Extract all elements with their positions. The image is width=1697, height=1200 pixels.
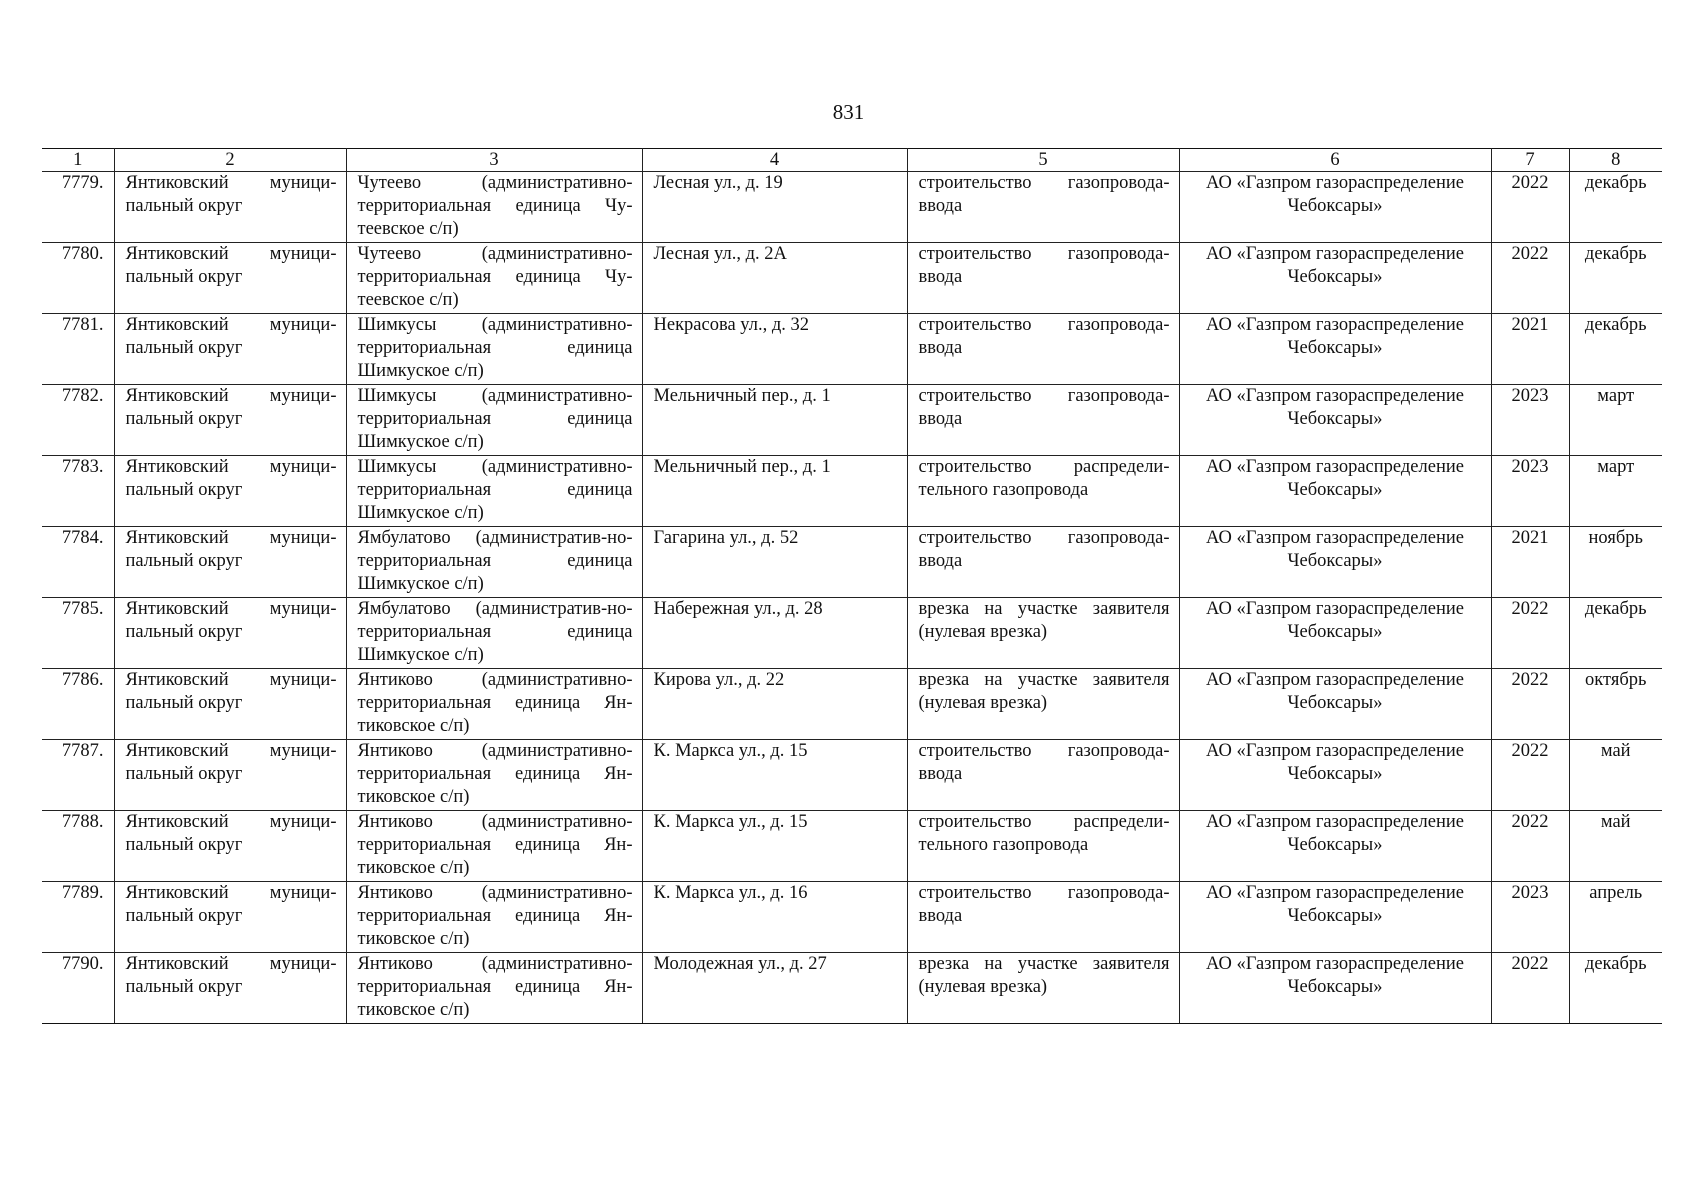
gas-connections-table xyxy=(42,148,1662,1024)
column-header-7: 7 xyxy=(1491,149,1569,172)
organization-cell: АО «Газпром газораспределение Чебоксары» xyxy=(1179,243,1491,314)
row-number-cell: 7790. xyxy=(42,953,114,1024)
organization-cell: АО «Газпром газораспределение Чебоксары» xyxy=(1179,527,1491,598)
table-row xyxy=(42,456,1662,527)
locality-cell: Шимкусы (административно-территориальная единица Шимкуское с/п) xyxy=(346,314,642,385)
work-type-cell: врезка на участке заявителя (нулевая врезка) xyxy=(907,669,1179,740)
column-header-8: 8 xyxy=(1569,149,1662,172)
work-type-cell: врезка на участке заявителя (нулевая врезка) xyxy=(907,953,1179,1024)
work-type-cell: строительство газопровода-ввода xyxy=(907,243,1179,314)
table-row xyxy=(42,882,1662,953)
address-cell: К. Маркса ул., д. 16 xyxy=(642,882,907,953)
year-cell: 2022 xyxy=(1491,243,1569,314)
district-cell: Янтиковский муници-пальный округ xyxy=(114,456,346,527)
year-cell: 2022 xyxy=(1491,953,1569,1024)
district-cell: Янтиковский муници-пальный округ xyxy=(114,598,346,669)
table-row xyxy=(42,385,1662,456)
locality-cell: Янтиково (административно-территориальная единица Ян-тиковское с/п) xyxy=(346,953,642,1024)
district-cell: Янтиковский муници-пальный округ xyxy=(114,740,346,811)
locality-cell: Шимкусы (административно-территориальная единица Шимкуское с/п) xyxy=(346,385,642,456)
row-number-cell: 7787. xyxy=(42,740,114,811)
month-cell: май xyxy=(1569,811,1662,882)
work-type-cell: строительство газопровода-ввода xyxy=(907,527,1179,598)
organization-cell: АО «Газпром газораспределение Чебоксары» xyxy=(1179,953,1491,1024)
year-cell: 2022 xyxy=(1491,172,1569,243)
year-cell: 2021 xyxy=(1491,314,1569,385)
table-row xyxy=(42,527,1662,598)
work-type-cell: строительство газопровода-ввода xyxy=(907,314,1179,385)
locality-cell: Чутеево (административно-территориальная единица Чу-теевское с/п) xyxy=(346,243,642,314)
row-number-cell: 7786. xyxy=(42,669,114,740)
table-row xyxy=(42,669,1662,740)
table-header xyxy=(42,149,1662,172)
month-cell: декабрь xyxy=(1569,314,1662,385)
organization-cell: АО «Газпром газораспределение Чебоксары» xyxy=(1179,456,1491,527)
table-row xyxy=(42,598,1662,669)
district-cell: Янтиковский муници-пальный округ xyxy=(114,882,346,953)
locality-cell: Чутеево (административно-территориальная единица Чу-теевское с/п) xyxy=(346,172,642,243)
table-row xyxy=(42,172,1662,243)
month-cell: декабрь xyxy=(1569,598,1662,669)
month-cell: май xyxy=(1569,740,1662,811)
locality-cell: Янтиково (административно-территориальная единица Ян-тиковское с/п) xyxy=(346,669,642,740)
organization-cell: АО «Газпром газораспределение Чебоксары» xyxy=(1179,385,1491,456)
organization-cell: АО «Газпром газораспределение Чебоксары» xyxy=(1179,172,1491,243)
locality-cell: Янтиково (административно-территориальная единица Ян-тиковское с/п) xyxy=(346,882,642,953)
table-row xyxy=(42,243,1662,314)
row-number-cell: 7785. xyxy=(42,598,114,669)
address-cell: Некрасова ул., д. 32 xyxy=(642,314,907,385)
locality-cell: Янтиково (административно-территориальная единица Ян-тиковское с/п) xyxy=(346,740,642,811)
year-cell: 2022 xyxy=(1491,669,1569,740)
table-row xyxy=(42,314,1662,385)
year-cell: 2023 xyxy=(1491,385,1569,456)
row-number-cell: 7782. xyxy=(42,385,114,456)
month-cell: декабрь xyxy=(1569,953,1662,1024)
organization-cell: АО «Газпром газораспределение Чебоксары» xyxy=(1179,314,1491,385)
organization-cell: АО «Газпром газораспределение Чебоксары» xyxy=(1179,811,1491,882)
page-number: 831 xyxy=(832,100,865,124)
address-cell: Мельничный пер., д. 1 xyxy=(642,385,907,456)
row-number-cell: 7779. xyxy=(42,172,114,243)
column-header-4: 4 xyxy=(642,149,907,172)
month-cell: декабрь xyxy=(1569,243,1662,314)
locality-cell: Ямбулатово (административ-но-территориальная единица Шимкуское с/п) xyxy=(346,598,642,669)
row-number-cell: 7784. xyxy=(42,527,114,598)
district-cell: Янтиковский муници-пальный округ xyxy=(114,314,346,385)
organization-cell: АО «Газпром газораспределение Чебоксары» xyxy=(1179,740,1491,811)
column-header-1: 1 xyxy=(42,149,114,172)
month-cell: декабрь xyxy=(1569,172,1662,243)
locality-cell: Янтиково (административно-территориальная единица Ян-тиковское с/п) xyxy=(346,811,642,882)
month-cell: апрель xyxy=(1569,882,1662,953)
row-number-cell: 7783. xyxy=(42,456,114,527)
address-cell: Набережная ул., д. 28 xyxy=(642,598,907,669)
district-cell: Янтиковский муници-пальный округ xyxy=(114,811,346,882)
district-cell: Янтиковский муници-пальный округ xyxy=(114,527,346,598)
table-body xyxy=(42,172,1662,1024)
work-type-cell: строительство газопровода-ввода xyxy=(907,385,1179,456)
year-cell: 2022 xyxy=(1491,740,1569,811)
work-type-cell: врезка на участке заявителя (нулевая врезка) xyxy=(907,598,1179,669)
table-row xyxy=(42,740,1662,811)
organization-cell: АО «Газпром газораспределение Чебоксары» xyxy=(1179,669,1491,740)
district-cell: Янтиковский муници-пальный округ xyxy=(114,172,346,243)
address-cell: Лесная ул., д. 19 xyxy=(642,172,907,243)
work-type-cell: строительство газопровода-ввода xyxy=(907,740,1179,811)
row-number-cell: 7788. xyxy=(42,811,114,882)
column-header-6: 6 xyxy=(1179,149,1491,172)
row-number-cell: 7780. xyxy=(42,243,114,314)
district-cell: Янтиковский муници-пальный округ xyxy=(114,243,346,314)
locality-cell: Ямбулатово (административ-но-территориальная единица Шимкуское с/п) xyxy=(346,527,642,598)
district-cell: Янтиковский муници-пальный округ xyxy=(114,669,346,740)
month-cell: март xyxy=(1569,456,1662,527)
column-header-3: 3 xyxy=(346,149,642,172)
year-cell: 2021 xyxy=(1491,527,1569,598)
year-cell: 2022 xyxy=(1491,598,1569,669)
address-cell: Лесная ул., д. 2А xyxy=(642,243,907,314)
address-cell: Мельничный пер., д. 1 xyxy=(642,456,907,527)
organization-cell: АО «Газпром газораспределение Чебоксары» xyxy=(1179,598,1491,669)
address-cell: К. Маркса ул., д. 15 xyxy=(642,740,907,811)
address-cell: К. Маркса ул., д. 15 xyxy=(642,811,907,882)
district-cell: Янтиковский муници-пальный округ xyxy=(114,385,346,456)
work-type-cell: строительство газопровода-ввода xyxy=(907,172,1179,243)
work-type-cell: строительство газопровода-ввода xyxy=(907,882,1179,953)
month-cell: ноябрь xyxy=(1569,527,1662,598)
month-cell: октябрь xyxy=(1569,669,1662,740)
year-cell: 2022 xyxy=(1491,811,1569,882)
column-number-row xyxy=(42,149,1662,172)
address-cell: Кирова ул., д. 22 xyxy=(642,669,907,740)
address-cell: Гагарина ул., д. 52 xyxy=(642,527,907,598)
month-cell: март xyxy=(1569,385,1662,456)
address-cell: Молодежная ул., д. 27 xyxy=(642,953,907,1024)
row-number-cell: 7789. xyxy=(42,882,114,953)
table-row xyxy=(42,811,1662,882)
column-header-2: 2 xyxy=(114,149,346,172)
column-header-5: 5 xyxy=(907,149,1179,172)
table-row xyxy=(42,953,1662,1024)
work-type-cell: строительство распредели-тельного газопровода xyxy=(907,456,1179,527)
locality-cell: Шимкусы (административно-территориальная единица Шимкуское с/п) xyxy=(346,456,642,527)
work-type-cell: строительство распредели-тельного газопровода xyxy=(907,811,1179,882)
district-cell: Янтиковский муници-пальный округ xyxy=(114,953,346,1024)
year-cell: 2023 xyxy=(1491,882,1569,953)
organization-cell: АО «Газпром газораспределение Чебоксары» xyxy=(1179,882,1491,953)
year-cell: 2023 xyxy=(1491,456,1569,527)
row-number-cell: 7781. xyxy=(42,314,114,385)
